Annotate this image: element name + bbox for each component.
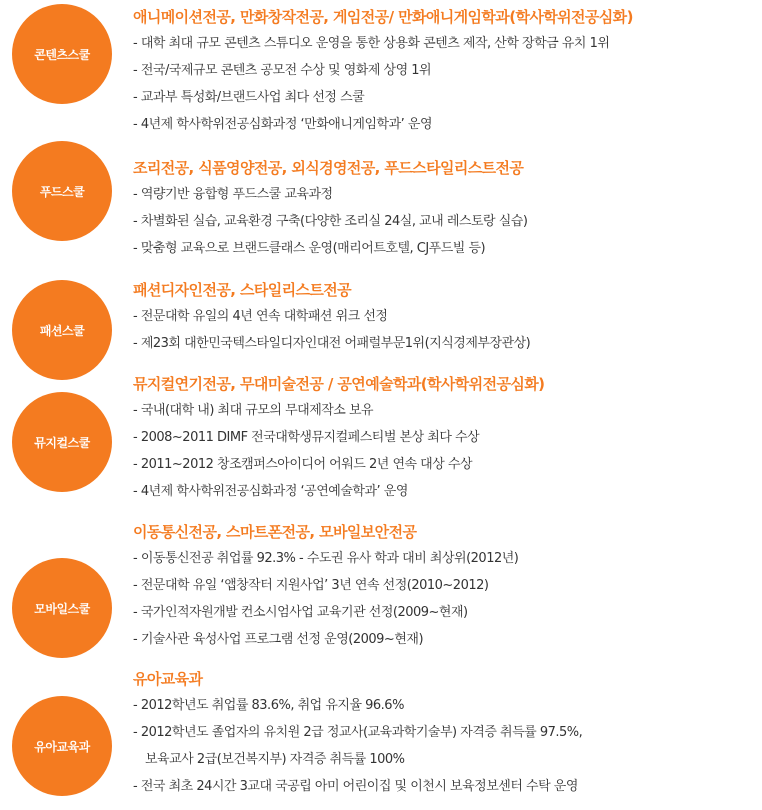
- list-item: - 이동통신전공 취업률 92.3% - 수도권 유사 학과 대비 최상위(2012년): [133, 551, 519, 566]
- feature-list: [133, 545, 758, 653]
- school-content: [133, 519, 758, 653]
- feature-list: [133, 692, 758, 800]
- school-heading: 이동통신전공, 스마트폰전공, 모바일보안전공: [133, 523, 417, 541]
- list-item: - 전국 최초 24시간 3교대 국공립 아미 어린이집 및 이천시 보육정보센터 수탁 운영: [133, 779, 578, 794]
- list-item: - 맞춤형 교육으로 브랜드클래스 운영(매리어트호텔, CJ푸드빌 등): [133, 241, 486, 256]
- list-item: - 2011~2012 창조캠퍼스아이디어 어워드 2년 연속 대상 수상: [133, 457, 473, 472]
- school-badge: 푸드스쿨: [12, 141, 112, 241]
- school-badge: 패션스쿨: [12, 280, 112, 380]
- list-item: - 전문대학 유일의 4년 연속 대학패션 위크 선정: [133, 309, 388, 324]
- list-item: - 국내(대학 내) 최대 규모의 무대제작소 보유: [133, 403, 374, 418]
- school-content: [133, 666, 758, 800]
- feature-list: [133, 181, 758, 262]
- list-item: - 국가인적자원개발 컨소시엄사업 교육기관 선정(2009~현재): [133, 605, 468, 620]
- list-item: - 전국/국제규모 콘텐츠 공모전 수상 및 영화제 상영 1위: [133, 63, 432, 78]
- school-content: [133, 155, 758, 262]
- school-content: [133, 4, 758, 138]
- list-item: - 기술사관 육성사업 프로그램 선정 운영(2009~현재): [133, 632, 424, 647]
- school-heading: 애니메이션전공, 만화창작전공, 게임전공/ 만화애니게임학과(학사학위전공심화): [133, 8, 633, 26]
- school-badge: 모바일스쿨: [12, 558, 112, 658]
- list-item-line: - 2012학년도 졸업자의 유치원 2급 정교사(교육과학기술부) 자격증 취득률 97.5%,: [133, 725, 583, 740]
- list-item: - 차별화된 실습, 교육환경 구축(다양한 조리실 24실, 교내 레스토랑 실습): [133, 214, 528, 229]
- list-item: - 4년제 학사학위전공심화과정 ‘공연예술학과’ 운영: [133, 484, 408, 499]
- list-item: - 교과부 특성화/브랜드사업 최다 선정 스쿨: [133, 90, 365, 105]
- school-heading: 유아교육과: [133, 670, 203, 688]
- list-item-continuation: 보육교사 2급(보건복지부) 자격증 취득률 100%: [145, 752, 405, 767]
- list-item: - 4년제 학사학위전공심화과정 ‘만화애니게임학과’ 운영: [133, 117, 433, 132]
- school-badge: 뮤지컬스쿨: [12, 392, 112, 492]
- school-heading: 조리전공, 식품영양전공, 외식경영전공, 푸드스타일리스트전공: [133, 159, 524, 177]
- list-item: - 2012학년도 취업률 83.6%, 취업 유지율 96.6%: [133, 698, 404, 713]
- list-item: - 전문대학 유일 ‘앱창작터 지원사업’ 3년 연속 선정(2010~2012): [133, 578, 489, 593]
- school-badge: 콘텐츠스쿨: [12, 4, 112, 104]
- feature-list: [133, 30, 758, 138]
- list-item: - 제23회 대한민국텍스타일디자인대전 어패럴부문1위(지식경제부장관상): [133, 336, 531, 351]
- school-content: [133, 371, 758, 505]
- list-item: - 대학 최대 규모 콘텐츠 스튜디오 운영을 통한 상용화 콘텐츠 제작, 산학 장학금 유치 1위: [133, 36, 610, 51]
- list-item: - 역량기반 융합형 푸드스쿨 교육과정: [133, 187, 333, 202]
- feature-list: [133, 303, 758, 357]
- school-heading: 뮤지컬연기전공, 무대미술전공 / 공연예술학과(학사학위전공심화): [133, 375, 545, 393]
- school-badge: 유아교육과: [12, 696, 112, 796]
- list-item: - 2008~2011 DIMF 전국대학생뮤지컬페스티벌 본상 최다 수상: [133, 430, 480, 445]
- school-content: [133, 277, 758, 357]
- school-heading: 패션디자인전공, 스타일리스트전공: [133, 281, 352, 299]
- list-item: [133, 719, 758, 773]
- feature-list: [133, 397, 758, 505]
